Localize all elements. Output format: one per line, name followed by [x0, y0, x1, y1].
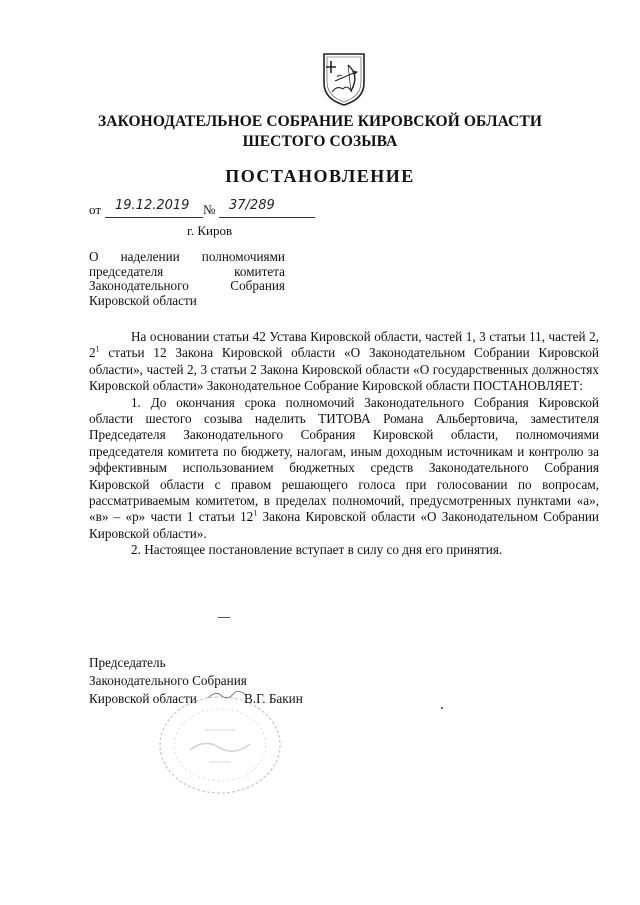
- signature-title-line3: Кировской области: [89, 691, 197, 706]
- document-title: ПОСТАНОВЛЕНИЕ: [225, 166, 415, 186]
- speck: [441, 707, 443, 709]
- date-value: 19.12.2019: [115, 198, 190, 213]
- organization-name-line2: ШЕСТОГО СОЗЫВА: [242, 133, 398, 150]
- number-value: 37/289: [229, 198, 275, 213]
- date-prefix: от: [89, 202, 102, 217]
- city: г. Киров: [187, 223, 233, 238]
- paragraph-basis: На основании статьи 42 Устава Кировской области, частей 1, 3 статьи 11, частей 2, $2^1$ статьи 12 Закона Кировской области «О Законодательном Собрании Кировской области», частей 2, 3 статьи 2 Закона Кировской области «О государственных должностях Кировской области» Законодательное Собрание Кировской области ПОСТАНОВЛЯЕТ:: [89, 329, 599, 394]
- signatory-name: В.Г. Бакин: [244, 691, 303, 706]
- signature-title-line1: Председатель: [89, 655, 166, 670]
- paragraph-item-1: 1. До окончания срока полномочий Законодательного Собрания Кировской области шестого созыва наделить ТИТОВА Романа Альбертовича, заместителя Председателя Законодательного Собрания Кировской области, полномочиями председателя комитета по бюджету, налогам, иным доходным источникам и контролю за эффективным использованием бюджетных средств Законодательного Собрания Кировской области с правом решающего голоса при голосовании по вопросам, рассматриваемым комитетом, в пределах полномочий, предусмотренных пунктами «а», «в» – «р» части 1 статьи $12^1$ Закона Кировской области «О Законодательном Собрании Кировской области».: [89, 394, 599, 541]
- date-number-line: [89, 198, 329, 222]
- handwritten-signature-icon: [206, 688, 248, 702]
- number-prefix: №: [203, 202, 216, 217]
- document-subject: О наделении полномочиями председателя комитета Законодательного Собрания Кировской области: [89, 249, 285, 308]
- signature-title-line2: Законодательного Собрания: [89, 673, 247, 688]
- paragraph-item-2: 2. Настоящее постановление вступает в силу со дня его принятия.: [131, 542, 503, 558]
- date-underline: [105, 217, 203, 218]
- number-underline: [219, 217, 315, 218]
- divider: [218, 617, 230, 618]
- coat-of-arms-icon: [321, 51, 367, 107]
- document-body: [89, 329, 599, 559]
- organization-name-line1: ЗАКОНОДАТЕЛЬНОЕ СОБРАНИЕ КИРОВСКОЙ ОБЛАСТИ: [98, 113, 542, 130]
